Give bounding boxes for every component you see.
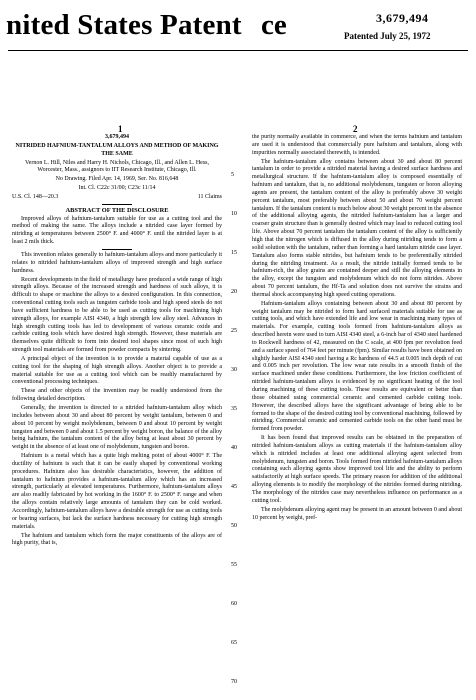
line-number: 30 — [231, 367, 237, 373]
line-number: 40 — [231, 445, 237, 451]
abstract-heading: ABSTRACT OF THE DISCLOSURE — [65, 206, 169, 214]
classification-row — [12, 194, 222, 202]
patent-office-title-suffix: ce — [261, 9, 287, 41]
left-paragraph: Generally, the invention is directed to a nitrided hafnium-tantalum alloy which includes between about 30 and about 80 percent by weight tantalum, between 0 and about 10 percent by weight molybdenum, between 0 and about 10 percent by weight tungsten and between 0 and about 1.5 percent by weight boron, the balance of the alloy being hafnium, the tantalum content of the alloy being at least about 30 percent by weight in the absence of at least one of molybdenum, tungsten and boron. — [12, 405, 222, 451]
right-paragraph: The molybdenum alloying agent may be present in an amount between 0 and about 10 percent by weight, pref- — [252, 506, 462, 521]
patent-office-title: nited States Patent — [6, 9, 242, 41]
filing-info: No Drawing. Filed Apr. 14, 1969, Ser. No. 816,648 — [55, 176, 179, 183]
line-number: 65 — [231, 640, 237, 646]
column-number-right: 2 — [353, 124, 358, 134]
line-number: 70 — [231, 679, 237, 685]
line-number: 10 — [231, 211, 237, 217]
us-cl: U.S. Cl. 148—20.3 — [12, 193, 59, 200]
right-paragraph: The hafnium-tantalum alloy contains between about 30 and about 80 percent tantalum in order to provide a nitrided material having a desired surface hardness and metallurgical structure. If the hafnium-tantalum alloy is composed essentially of hafnium and tantalum, that is, no additional molybdenum, tungsten or boron alloying agents are present, the tantalum content of the alloy is preferably above 30 weight percent tantalum, most preferably between about 50 and about 70 weight percent tantalum. If the tantalum content is much below about 30 weight percent in the absence of the additional alloying agents, the nitrided hafnium-tantalum has a larger and coarser grain structure than is generally desired which may lead to reduced cutting tool life. Above about 70 percent tantalum the tantalum content of the alloy is sufficiently high that the nitrogen which is diffused in the alloy during nitriding tends to form a solid solution with the tantalum, rather than forming a hard tantalum nitride case layer. Tantalum also forms stable nitrides, but hafnium tends to be preferentially nitrided during the nitriding treatment. As a result, the nitride initially formed tends to be hafnium-rich, the alloy grains are contained deeper and still the alloying elements in the alloy, except the tungsten and molybdenum which do not form nitrides. Above about 70 percent tantalum, the Hf-Ta and solution does not survive the strains and thermal shock accompanying high speed cutting operations. — [252, 158, 462, 298]
left-paragraph: The hafnium and tantalum which form the major constituents of the alloys are of high purity, that is, — [12, 532, 222, 547]
inventors: Vernon L. Hill, Niles and Harry H. Nichols, Chicago, Ill., and Allen L. Hess, Worcester, Mass., assignors to IIT Research Institute, Chicago, Ill. — [25, 159, 209, 174]
left-paragraph: This invention relates generally to hafnium-tantalum alloys and more particularly it relates to nitrided hafnium-tantalum alloys of improved strength and high surface hardness. — [12, 251, 222, 274]
patent-number: 3,679,494 — [376, 11, 429, 25]
line-number: 45 — [231, 484, 237, 490]
right-paragraph: It has been found that improved results can be obtained in the preparation of nitrided hafnium-tantalum alloys as cutting materials if the hafnium-tantalum alloy which is nitrided includes at least one additional alloying agent selected from molybdenum, tungsten and boron. Tools formed from nitrided hafnium-tantalum alloys containing such alloying agents show improved tool life and the ability to perform satisfactorily at high surface speeds. The primary reason for addition of the additional alloying elements is to modify the morphology of the nitrides formed during nitriding. The morphology of the nitrides case may nevertheless influence on performance as a cutting tool. — [252, 435, 462, 504]
line-number: 25 — [231, 328, 237, 334]
left-paragraph: A principal object of the invention is to provide a material capable of use as a cutting tool for the shaping of high strength alloys. Another object is to provide a material suitable for use as a cutting tool which can be readily manufactured by conventional processing techniques. — [12, 355, 222, 386]
line-number: 5 — [231, 172, 234, 178]
invention-title: NITRIDED HAFNIUM-TANTALUM ALLOYS AND METHOD OF MAKING THE SAME — [15, 142, 219, 157]
right-paragraph: Hafnium-tantalum alloys containing between about 30 and about 80 percent by weight tantalum may be nitrided to form hard surfaced materials suitable for use as cutting tools, and which have extended life and low wear in machining many types of materials. For example, cutting tools formed from hafnium-tantalum alloys as described herein were used to turn AISI 4340 steel, a 6-inch bar of 4340 steel hardened to Rockwell hardness of 42, measured on the C scale, at 400 fpm per revolution feed and a surface speed of 764 feet per minute (fpm). Similar results have been obtained on slightly harder AISI 4340 steel having a Rc hardness of 44.5 at 0.005 inch depth of cut and 0.005 inch per revolution. The low wear rate results in a smooth finish of the surface machined under these conditions. Furthermore, the low friction coefficient of nitrided hafnium-tantalum alloys is evidenced by no significant heating of the tool during machining of these cutting tools. These results are equivalent or better than those obtained using commercial ceramic and cemented carbide cutting tools. However, the described alloys have the significant advantage of being able to be formed to the shape of the desired cutting tool by conventional machining, followed by nitriding. Commercial ceramic and cemented carbide tools on the other hand must be formed from powder. — [252, 300, 462, 433]
left-paragraph: Recent developments in the field of metallurgy have produced a wide range of high strength alloys. Because of the increased strength and hardness of such alloys, it is difficult to shape or machine the alloys to a desired configuration. In this connection, conventional cutting tools such as tungsten carbide tools and high speed steels do not have sufficient hardness to be able to be used as cutting tools for machining high strength alloys, for example AISI 4340, a high strength low alloy steel. Advances in high strength cutting tools has led to development of various ceramic oxide and carbide cutting tools which have desired high strength. However, these materials are themselves quite difficult to form into desired tool shapes since most of such high strength tool materials are formed from powder compacts by sintering. — [12, 276, 222, 354]
left-paragraph: Hafnium is a metal which has a quite high melting point of about 4000° F. The ductility of hafnium is such that it can be easily shaped by conventional working procedures. Hafnium also has desirable characteristics, however, the addition of tantalum to hafnium provides a hafnium-tantalum alloy which has an increased strength, particularly at elevated temperatures. Furthermore, hafnium-tantalum alloys are also readily fabricated by hot working in the 1600° F. to 2500° F. range and when the alloys contain relatively large amounts of tantalum they can be cold worked. Accordingly, hafnium-tantalum alloys have a desirable strength for use as cutting tools or bearing surfaces, but lack the surface hardness necessary for cutting high strength materials. — [12, 453, 222, 530]
abstract-end-rule — [102, 249, 132, 250]
right-paragraph: the purity normally available in commerce, and when the terms hafnium and tantalum are used it is understood that commercially pure hafnium and tantalum, along with impurities normally associated therewith, is intended. — [252, 134, 462, 156]
line-number: 55 — [231, 562, 237, 568]
abstract-rule — [102, 204, 132, 205]
column-number-left: 1 — [118, 124, 123, 134]
int-cl: Int. Cl. C22c 31/00; C23c 11/14 — [78, 185, 156, 192]
line-number: 15 — [231, 250, 237, 256]
header-rule — [8, 50, 468, 51]
patent-banner — [0, 3, 476, 49]
line-number: 20 — [231, 289, 237, 295]
line-number: 35 — [231, 406, 237, 412]
abstract-text: Improved alloys of hafnium-tantalum suitable for use as a cutting tool and the method of making the same. The alloys include a nitrided case layer formed by nitriding at temperatures between 2500° F. and 4000° F. until the nitrided layer is at least 2 mils thick. — [12, 215, 222, 246]
line-number: 50 — [231, 523, 237, 529]
left-column — [12, 134, 222, 694]
line-number: 60 — [231, 601, 237, 607]
front-patent-ref: 3,679,494 — [105, 134, 129, 140]
right-column — [252, 134, 462, 694]
patent-date: Patented July 25, 1972 — [344, 31, 431, 41]
claims-count: 11 Claims — [197, 193, 222, 200]
left-paragraph: These and other objects of the invention may be readily understood from the following detailed description. — [12, 388, 222, 403]
